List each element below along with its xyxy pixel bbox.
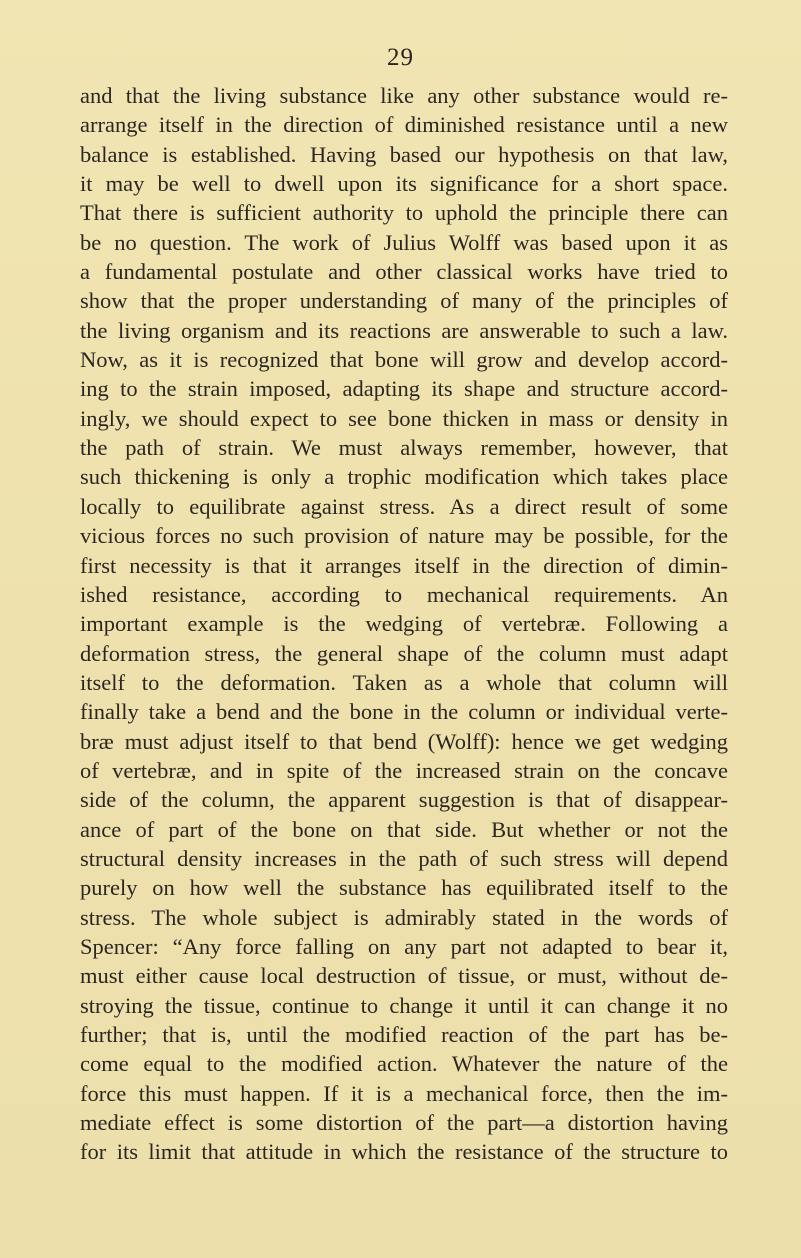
text-line: balance is established. Having based our hypothesis on that law,: [80, 141, 728, 167]
text-line: and that the living substance like any other substance would re-: [80, 83, 728, 108]
text-line: bræ must adjust itself to that bend (Wolff): hence we get wedging: [80, 728, 728, 754]
text-line: must either cause local destruction of tissue, or must, without de-: [80, 963, 728, 989]
text-line: Now, as it is recognized that bone will grow and develop accord-: [80, 347, 728, 373]
text-line: ished resistance, according to mechanical requirements. An: [80, 581, 728, 607]
page-number: 29: [387, 44, 414, 71]
text-line: Spencer: “Any force falling on any part not adapted to bear it,: [80, 933, 728, 959]
text-line: finally take a bend and the bone in the column or individual verte-: [80, 699, 728, 725]
text-line: force this must happen. If it is a mechanical force, then the im-: [80, 1080, 728, 1106]
text-line: the path of strain. We must always remember, however, that: [80, 435, 728, 461]
text-line: first necessity is that it arranges itself in the direction of dimin-: [80, 552, 728, 578]
text-line: come equal to the modified action. Whatever the nature of the: [80, 1051, 728, 1077]
text-line: That there is sufficient authority to uphold the principle there can: [80, 200, 728, 226]
text-line: purely on how well the substance has equilibrated itself to the: [80, 875, 728, 901]
body-text: [80, 81, 728, 1167]
text-line: it may be well to dwell upon its significance for a short space.: [80, 171, 728, 197]
text-line: vicious forces no such provision of nature may be possible, for the: [80, 523, 728, 549]
text-line: important example is the wedging of vertebræ. Following a: [80, 611, 728, 637]
text-line: ing to the strain imposed, adapting its shape and structure accord-: [80, 376, 728, 402]
text-line: mediate effect is some distortion of the part—a distortion having: [80, 1110, 728, 1136]
text-line: be no question. The work of Julius Wolff was based upon it as: [80, 229, 728, 255]
text-line: such thickening is only a trophic modification which takes place: [80, 464, 728, 490]
text-line: a fundamental postulate and other classical works have tried to: [80, 259, 728, 285]
text-line: locally to equilibrate against stress. As a direct result of some: [80, 493, 728, 519]
text-line: show that the proper understanding of many of the principles of: [80, 288, 728, 314]
text-line: structural density increases in the path of such stress will depend: [80, 845, 728, 871]
text-line: of vertebræ, and in spite of the increased strain on the concave: [80, 757, 728, 783]
text-line: ingly, we should expect to see bone thicken in mass or density in: [80, 405, 728, 431]
text-line: deformation stress, the general shape of the column must adapt: [80, 640, 728, 666]
text-line: itself to the deformation. Taken as a whole that column will: [80, 669, 728, 695]
text-line: for its limit that attitude in which the resistance of the structure to: [80, 1139, 728, 1165]
text-line: stroying the tissue, continue to change it until it can change it no: [80, 992, 728, 1018]
text-line: ance of part of the bone on that side. But whether or not the: [80, 816, 728, 842]
text-line: arrange itself in the direction of diminished resistance until a new: [80, 112, 728, 138]
text-line: side of the column, the apparent suggestion is that of disappear-: [80, 787, 728, 813]
text-line: further; that is, until the modified reaction of the part has be-: [80, 1022, 728, 1047]
text-line: stress. The whole subject is admirably stated in the words of: [80, 904, 728, 930]
text-line: the living organism and its reactions are answerable to such a law.: [80, 317, 728, 343]
